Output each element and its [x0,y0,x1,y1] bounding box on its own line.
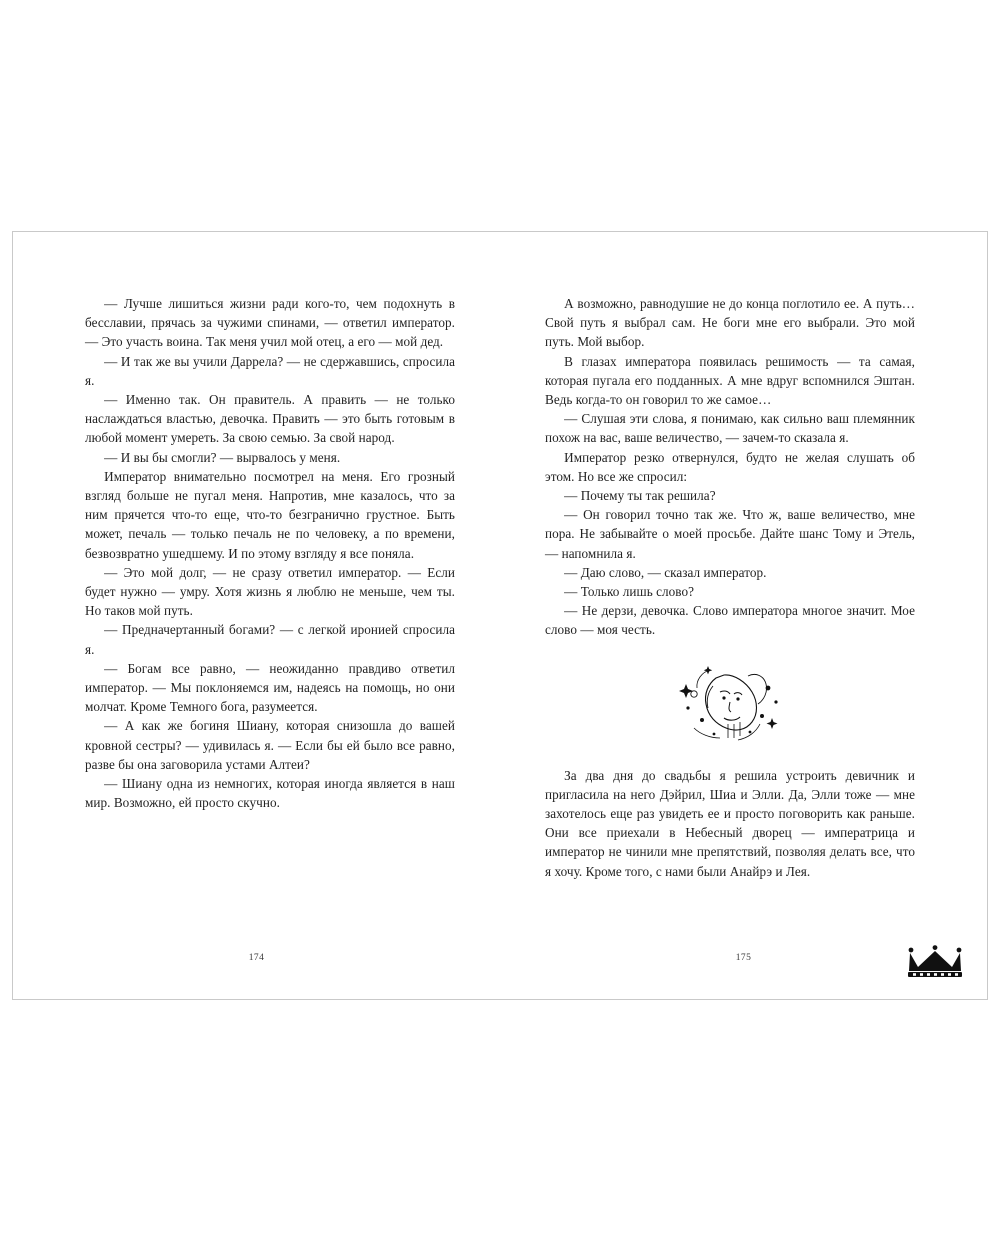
page-number-right: 175 [735,953,752,963]
left-page-text-column [85,294,455,812]
paragraph: — Лучше лишиться жизни ради кого-то, чем подохнуть в бесславии, прячась за чужими спинами, — ответил император. — Это участь воина. Так меня учил мой отец, а его — мой дед. [85,296,455,350]
paragraph: За два дня до свадьбы я решила устроить девичник и пригласила на него Дэйрил, Шиа и Элли. Да, Элли тоже — мне захотелось еще раз увидеть ее и просто поговорить как раньше. Они все приехали в Небесный дворец — императрица и император не чинили мне препятствий, позволяя делать все, что я хочу. Кроме того, с нами были Анайрэ и Лея. [545,767,915,879]
paragraph: — Слушая эти слова, я понимаю, как сильно ваш племянник похож на вас, ваше величество, — зачем-то сказала я. [545,411,915,446]
right-page [500,232,987,999]
paragraph: — Это мой долг, — не сразу ответил император. — Если будет нужно — умру. Хотя жизнь я люблю не меньше, чем ты. Но таков мой путь. [85,564,455,619]
right-page-text-column-top [545,294,915,640]
paragraph: — Только лишь слово? [564,584,695,600]
paragraph: — Предначертанный богами? — с легкой иронией спросила я. [85,622,455,657]
paragraph: — Он говорил точно так же. Что ж, ваше величество, мне пора. Не забывайте о моей просьбе. Дайте шанс Тому и Этель, — напомнила я. [545,507,915,561]
paragraph: — Даю слово, — сказал император. [564,564,767,580]
paragraph: Император резко отвернулся, будто не желая слушать об этом. Но все же спросил: [545,449,915,484]
paragraph: — Именно так. Он правитель. А править — не только наслаждаться властью, девочка. Править — это быть готовым в любой момент умереть. За свою семью. За свой народ. [85,392,455,446]
paragraph: — Не дерзи, девочка. Слово императора многое значит. Мое слово — моя честь. [545,603,915,638]
book-spread [12,231,988,1000]
paragraph: Император внимательно посмотрел на меня. Его грозный взгляд больше не пугал меня. Напротив, мне казалось, что за ним прячется что-то еще, что-то безгранично грустное. Быть может, печаль — только печаль не по человеку, а по времени, безвозвратно ушедшему. И по этому взгляду я все поняла. [85,468,455,561]
paragraph: — И вы бы смогли? — вырвалось у меня. [104,449,341,465]
right-page-text-column-bottom [545,766,915,881]
paragraph: А возможно, равнодушие не до конца поглотило ее. А путь… Свой путь я выбрал сам. Не боги мне его выбрали. Это мой путь. Мой выбор. [545,296,915,350]
decorative-face-vignette-icon [664,658,796,750]
page-number-left: 174 [248,953,265,963]
paragraph: — Шиану одна из немногих, которая иногда является в наш мир. Возможно, ей просто скучно. [85,776,455,811]
crown-logo-icon [905,945,965,979]
paragraph: — И так же вы учили Даррела? — не сдержавшись, спросила я. [85,353,455,388]
paragraph: — А как же богиня Шиану, которая снизошла до вашей кровной сестры? — удивилась я. — Если бы ей было все равно, разве бы она заговорила устами Алтеи? [85,718,455,772]
paragraph: — Богам все равно, — неожиданно правдиво ответил император. — Мы поклоняемся им, надеясь на помощь, но они молчат. Кроме Темного бога, разумеется. [85,660,455,715]
paragraph: В глазах императора появилась решимость — та самая, которая пугала его подданных. А мне вдруг вспомнился Эштан. Ведь когда-то он говорил то же самое… [545,353,915,408]
paragraph: — Почему ты так решила? [564,488,716,504]
left-page [13,232,500,999]
